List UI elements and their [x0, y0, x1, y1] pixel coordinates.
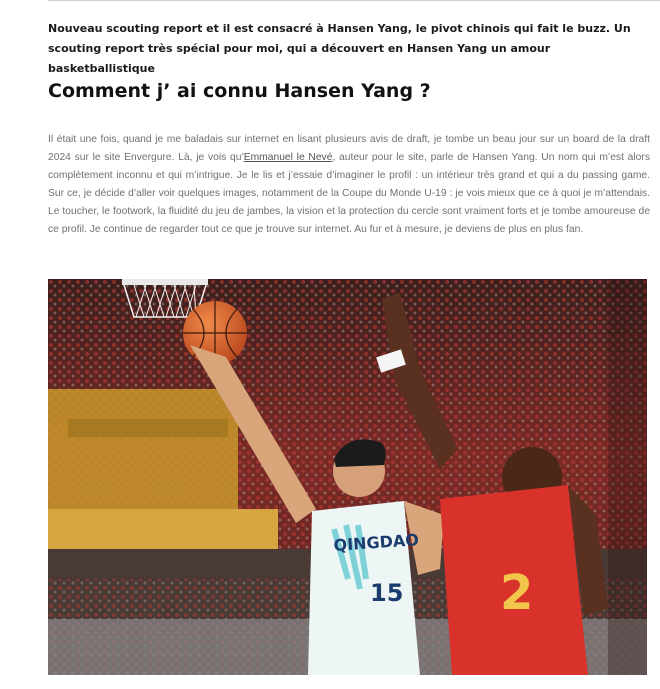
section-heading: Comment j’ ai connu Hansen Yang ?	[48, 80, 431, 102]
top-divider	[48, 0, 660, 1]
jersey-team-text: QINGDAO	[332, 530, 420, 555]
stands-banner	[48, 509, 278, 554]
basketball-photo	[48, 279, 647, 675]
paragraph-text-end: , auteur pour le site, parle de Hansen Yang. Un nom qui m’est alors complètement inconnu et qui m’intrigue. Je le lis et j’essaie d’imaginer le profil : un intérieur très grand et qui a du passing game. Sur ce, je décide d’aller voir quelques images, notamment de la Coupe du Monde U-19 : je vois mieux que ce à quoi je m’attendais. Le toucher, le footwork, la fluidité du jeu de jambes, la vision et la protection du cercle sont vraiment forts et je tombe amoureuse de ce profil. Je continue de regarder tout ce que je trouve sur internet. Au fur et à mesure, je deviens de plus en plus fan.	[48, 152, 650, 235]
author-link[interactable]: Emmanuel le Nevé	[243, 152, 333, 163]
right-vignette	[608, 279, 647, 675]
paragraph-text-start: Il était une fois, quand je me baladais sur internet en lisant plusieurs avis de draft, je tombe un beau jour sur un board de la draft 2024 sur le site Envergure. Là, je vois qu’	[48, 134, 650, 163]
jersey-red-number: 2	[500, 565, 534, 621]
jersey-white-number: 15	[370, 579, 404, 607]
article-intro: Nouveau scouting report et il est consacré à Hansen Yang, le pivot chinois qui fait le buzz. Un scouting report très spécial pour moi, qui a découvert en Hansen Yang un amour basketballistique	[48, 22, 631, 75]
stands-rail	[68, 419, 228, 437]
article-paragraph	[48, 131, 650, 239]
